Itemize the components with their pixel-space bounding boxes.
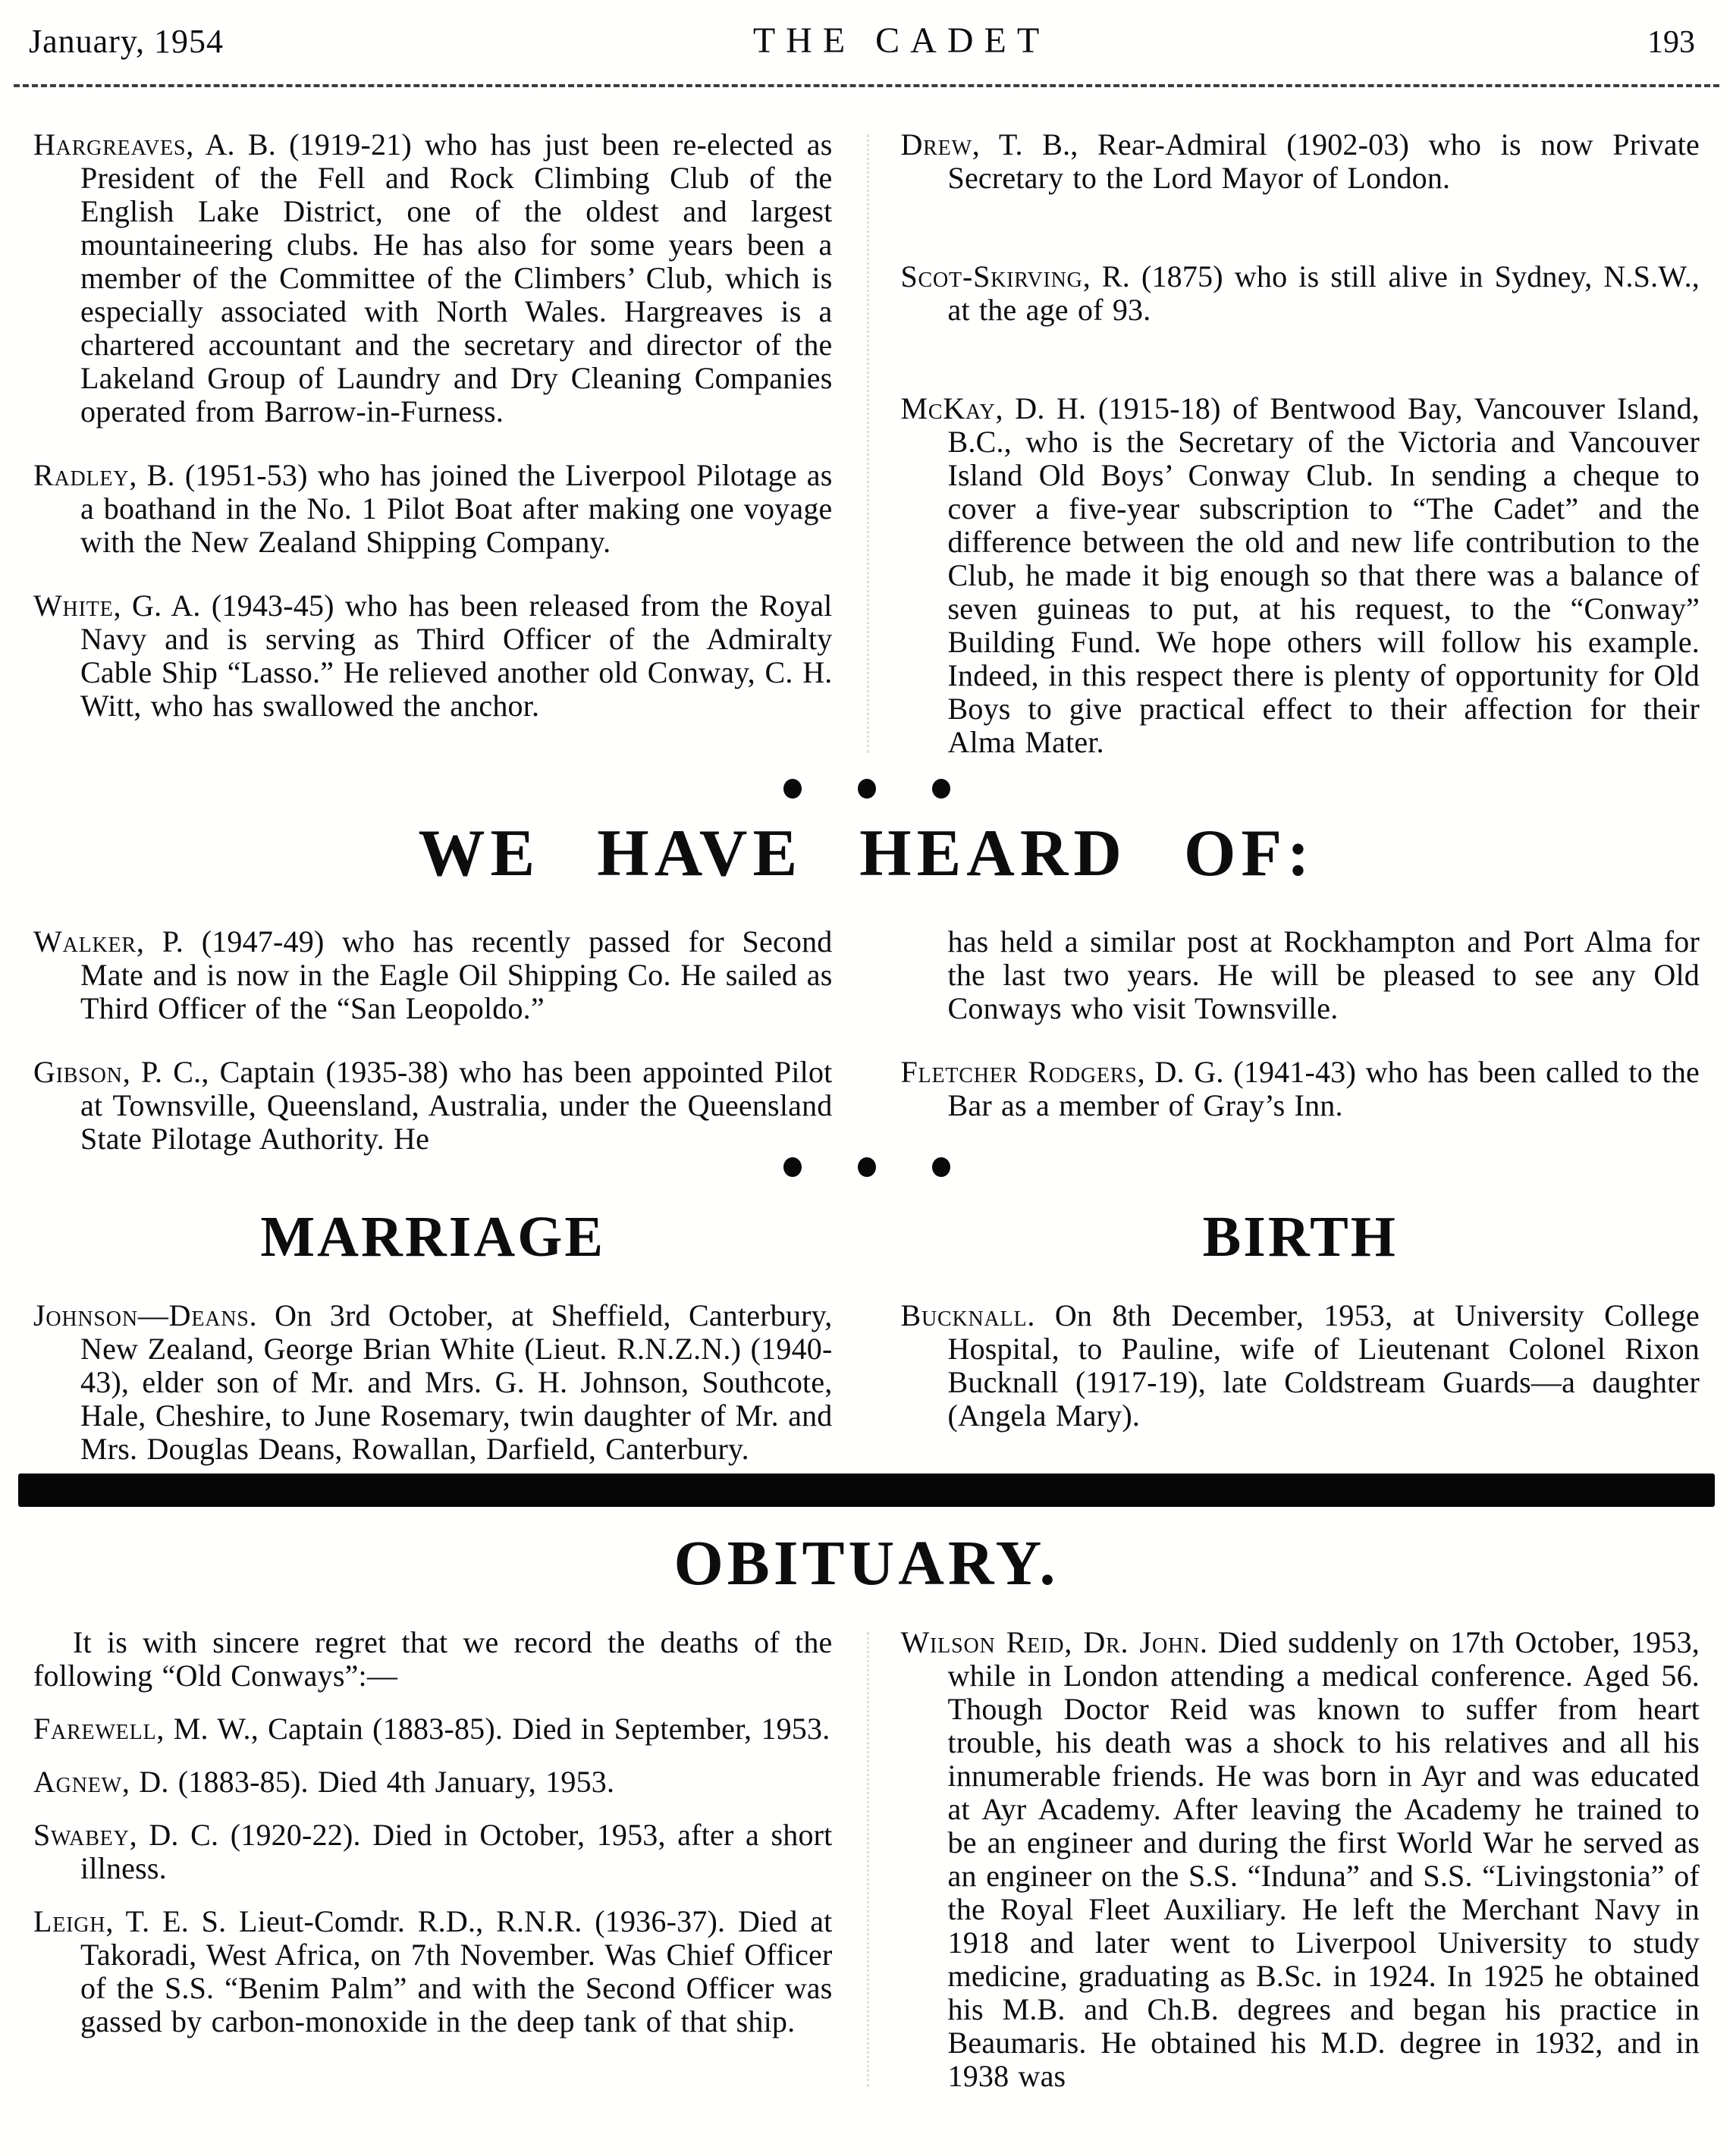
entry-text: , P. C., Captain (1935-38) who has been appointed Pilot at Townsville, Queensland, Australia, under the Queensland State Pilotage Authority. He bbox=[80, 1055, 833, 1156]
obituary-entry-swabey bbox=[33, 1819, 833, 1885]
entry-lead: Walker bbox=[33, 924, 137, 959]
heard-of-entry-fletcher-rodgers bbox=[901, 1056, 1700, 1122]
entry-text: , P. (1947-49) who has recently passed for Second Mate and is now in the Eagle Oil Shipping Co. He sailed as Third Officer of the “San Leopoldo.” bbox=[80, 924, 833, 1025]
news-entry-hargreaves bbox=[33, 128, 833, 428]
separator-dot bbox=[858, 779, 876, 799]
entry-text: , T. B., Rear-Admiral (1902-03) who is now Private Secretary to the Lord Mayor of London. bbox=[947, 127, 1700, 195]
entry-text: , T. E. S. Lieut-Comdr. R.D., R.N.R. (1936-37). Died at Takoradi, West Africa, on 7th November. Was Chief Officer of the S.S. “Benim Palm” and with the Second Officer was gassed by carbon-monoxide in the deep tank of that ship. bbox=[80, 1904, 833, 2038]
entry-text: has held a similar post at Rockhampton and Port Alma for the last two years. He will be pleased to see any Old Conways who visit Townsville. bbox=[947, 924, 1700, 1025]
entry-lead: Johnson—Deans bbox=[33, 1298, 250, 1332]
entry-lead: Agnew bbox=[33, 1765, 122, 1799]
news-entry-white bbox=[33, 589, 833, 723]
entry-text: . Died suddenly on 17th October, 1953, while in London attending a medical conference. Aged 56. Though Doctor Reid was known to suffer from heart trouble, his death was a shock to his relatives and all his innumerable friends. He was born in Ayr and was educated at Ayr Academy. After leaving the Academy he trained to be an engineer and during the first World War he served as an engineer on the S.S. “Induna” and S.S. “Livingstonia” of the Royal Fleet Auxiliary. He left the Merchant Navy in 1918 and later went to Liverpool University to study medicine, graduating as B.Sc. in 1924. In 1925 he obtained his M.B. and Ch.B. degrees and began his practice in Beaumaris. He obtained his M.D. degree in 1932, and in 1938 was bbox=[947, 1625, 1700, 2093]
heard-of-entry-walker bbox=[33, 925, 833, 1025]
news-entry-drew bbox=[901, 128, 1700, 195]
entry-lead: Leigh bbox=[33, 1904, 106, 1938]
separator-dot bbox=[783, 779, 802, 799]
separator-dot bbox=[932, 1157, 950, 1177]
entry-text: , G. A. (1943-45) who has been released from the Royal Navy and is serving as Third Officer of the Admiralty Cable Ship “Lasso.” He relieved another old Conway, C. H. Witt, who has swallowed the anchor. bbox=[80, 588, 833, 723]
obituary-title: OBITUARY. bbox=[673, 1528, 1060, 1599]
entry-text: . On 3rd October, at Sheffield, Canterbury, New Zealand, George Brian White (Lieut. R.N.Z.N.) (1940-43), elder son of Mr. and Mrs. G. H. Johnson, Southcote, Hale, Cheshire, to June Rosemary, twin daughter of Mr. and Mrs. Douglas Deans, Rowallan, Darfield, Canterbury. bbox=[80, 1298, 833, 1466]
entry-text: , M. W., Captain (1883-85). Died in September, 1953. bbox=[156, 1712, 830, 1746]
entry-lead: White bbox=[33, 588, 114, 623]
entry-lead: Fletcher Rodgers bbox=[900, 1055, 1138, 1089]
obituary-entry-farewell bbox=[33, 1712, 833, 1746]
entry-lead: Hargreaves bbox=[33, 127, 187, 162]
news-entry-mckay bbox=[901, 392, 1700, 759]
news-section bbox=[0, 128, 1733, 759]
obituary-section bbox=[0, 1626, 1733, 2093]
entry-text: , D. C. (1920-22). Died in October, 1953, after a short illness. bbox=[80, 1818, 833, 1885]
heard-of-column-left bbox=[33, 925, 833, 1156]
heard-of-entry-gibson-continuation bbox=[901, 925, 1700, 1025]
marriage-title: MARRIAGE bbox=[260, 1205, 606, 1269]
heard-of-entry-gibson bbox=[33, 1056, 833, 1156]
obituary-entry-leigh bbox=[33, 1905, 833, 2038]
entry-text: , B. (1951-53) who has joined the Liverpool Pilotage as a boathand in the No. 1 Pilot Boat after making one voyage with the New Zealand Shipping Company. bbox=[80, 458, 833, 559]
marriage-entry-johnson-deans bbox=[33, 1299, 833, 1466]
heard-of-section bbox=[0, 925, 1733, 1156]
heard-of-title: WE HAVE HEARD OF: bbox=[418, 817, 1315, 890]
entry-text: , D. G. (1941-43) who has been called to the Bar as a member of Gray’s Inn. bbox=[947, 1055, 1700, 1122]
birth-column bbox=[901, 1194, 1700, 1466]
marriage-birth-section bbox=[0, 1194, 1733, 1466]
obituary-divider-bar bbox=[18, 1473, 1715, 1507]
entry-lead: Radley bbox=[33, 458, 130, 492]
page-number: 193 bbox=[1647, 25, 1695, 60]
entry-text: , D. (1883-85). Died 4th January, 1953. bbox=[121, 1765, 615, 1799]
entry-lead: Wilson Reid, Dr. John bbox=[900, 1625, 1201, 1659]
obituary-column-left bbox=[33, 1626, 833, 2093]
obituary-column-right bbox=[901, 1626, 1700, 2093]
news-entry-radley bbox=[33, 459, 833, 559]
entry-lead: McKay bbox=[900, 391, 996, 425]
entry-lead: Drew bbox=[900, 127, 972, 162]
news-entry-scot-skirving bbox=[901, 260, 1700, 327]
separator-dots-row bbox=[0, 1157, 1733, 1177]
obituary-entry-agnew bbox=[33, 1765, 833, 1799]
separator-dot bbox=[932, 779, 950, 799]
news-column-left bbox=[33, 128, 833, 759]
issue-date: January, 1954 bbox=[29, 23, 224, 60]
heard-of-column-right bbox=[901, 925, 1700, 1156]
separator-dot bbox=[783, 1157, 802, 1177]
separator-dot bbox=[858, 1157, 876, 1177]
entry-lead: Bucknall bbox=[900, 1298, 1028, 1332]
entry-lead: Swabey bbox=[33, 1818, 130, 1852]
birth-entry-bucknall bbox=[901, 1299, 1700, 1433]
marriage-column bbox=[33, 1194, 833, 1466]
birth-title: BIRTH bbox=[1202, 1205, 1398, 1269]
separator-dots-row bbox=[0, 779, 1733, 799]
entry-lead: Scot-Skirving bbox=[900, 259, 1083, 293]
publication-title: THE CADET bbox=[752, 20, 1050, 61]
masthead-rule bbox=[14, 84, 1719, 87]
entry-text: . On 8th December, 1953, at University College Hospital, to Pauline, wife of Lieutenant Colonel Rixon Bucknall (1917-19), late Coldstream Guards—a daughter (Angela Mary). bbox=[947, 1298, 1700, 1433]
entry-lead: Gibson bbox=[33, 1055, 123, 1089]
obituary-entry-wilson-reid bbox=[901, 1626, 1700, 2093]
entry-text: , D. H. (1915-18) of Bentwood Bay, Vancouver Island, B.C., who is the Secretary of the Victoria and Vancouver Island Old Boys’ Conway Club. In sending a cheque to cover a five-year subscription to “The Cadet” and the difference between the old and new life contribution to the Club, he made it big enough so that there was a balance of seven guineas to put, at his request, to the “Conway” Building Fund. We hope others will follow his example. Indeed, in this respect there is plenty of opportunity for Old Boys to give practical effect to their affection for their Alma Mater. bbox=[947, 391, 1700, 759]
masthead bbox=[0, 0, 1733, 61]
entry-lead: Farewell bbox=[33, 1712, 157, 1746]
news-column-right bbox=[901, 128, 1700, 759]
obituary-intro: It is with sincere regret that we record the deaths of the following “Old Conways”:— bbox=[33, 1625, 833, 1693]
entry-text: , R. (1875) who is still alive in Sydney, N.S.W., at the age of 93. bbox=[947, 259, 1700, 327]
entry-text: , A. B. (1919-21) who has just been re-elected as President of the Fell and Rock Climbing Club of the English Lake District, one of the oldest and largest mountaineering clubs. He has also for some years been a member of the Committee of the Climbers’ Club, which is especially associated with North Wales. Hargreaves is a chartered accountant and the secretary and director of the Lakeland Group of Laundry and Dry Cleaning Companies operated from Barrow-in-Furness. bbox=[80, 127, 833, 428]
